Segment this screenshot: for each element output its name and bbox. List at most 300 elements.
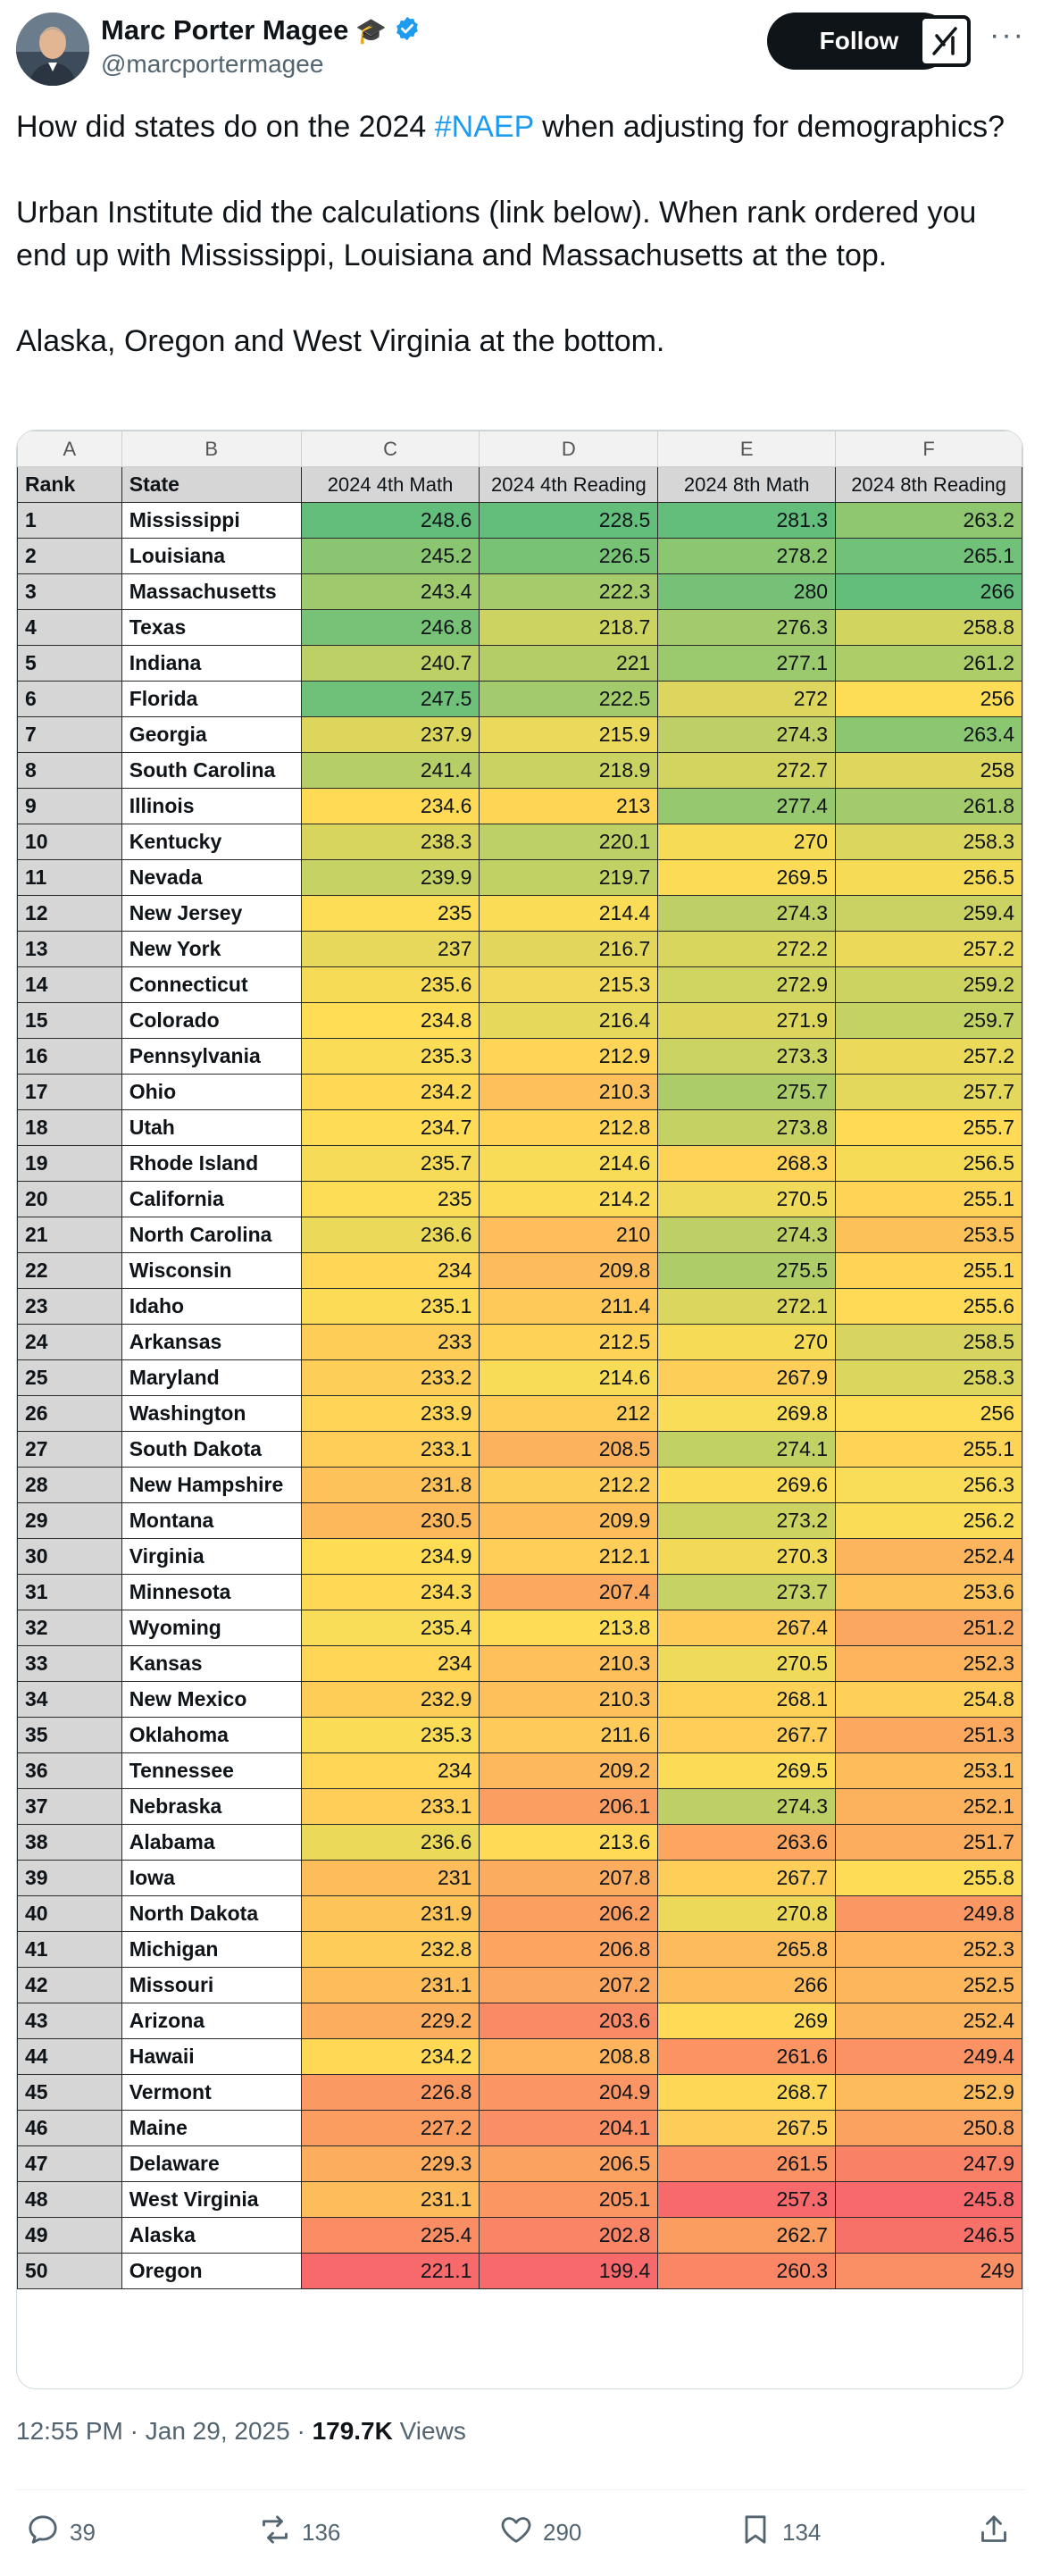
- score-cell: 206.1: [480, 1789, 658, 1825]
- hashtag-link[interactable]: #NAEP: [434, 110, 534, 144]
- state-cell: Maine: [121, 2111, 301, 2146]
- rank-cell: 49: [18, 2218, 122, 2254]
- repost-button[interactable]: [257, 2505, 340, 2559]
- rank-cell: 6: [18, 682, 122, 717]
- score-cell: 256: [836, 1396, 1022, 1432]
- score-cell: 199.4: [480, 2254, 658, 2289]
- column-header: Rank: [18, 467, 122, 503]
- score-cell: 234.9: [301, 1539, 480, 1575]
- state-cell: Nebraska: [121, 1789, 301, 1825]
- state-cell: North Carolina: [121, 1217, 301, 1253]
- rank-cell: 48: [18, 2182, 122, 2218]
- score-cell: 265.1: [836, 539, 1022, 574]
- table-row: [18, 1646, 1022, 1682]
- score-cell: 245.2: [301, 539, 480, 574]
- score-cell: 280: [658, 574, 836, 610]
- tweet-text: [16, 105, 1025, 363]
- score-cell: 233: [301, 1325, 480, 1360]
- score-cell: 267.7: [658, 1718, 836, 1753]
- column-header: 2024 8th Math: [658, 467, 836, 503]
- score-cell: 267.7: [658, 1861, 836, 1896]
- score-cell: 221: [480, 646, 658, 682]
- state-cell: Michigan: [121, 1932, 301, 1968]
- score-cell: 252.3: [836, 1932, 1022, 1968]
- table-row: [18, 1610, 1022, 1646]
- table-row: [18, 932, 1022, 967]
- score-cell: 207.8: [480, 1861, 658, 1896]
- rank-cell: 40: [18, 1896, 122, 1932]
- score-cell: 222.5: [480, 682, 658, 717]
- score-cell: 268.3: [658, 1146, 836, 1182]
- rank-cell: 24: [18, 1325, 122, 1360]
- state-cell: Mississippi: [121, 503, 301, 539]
- score-cell: 229.2: [301, 2003, 480, 2039]
- score-cell: 261.2: [836, 646, 1022, 682]
- score-cell: 245.8: [836, 2182, 1022, 2218]
- state-cell: North Dakota: [121, 1896, 301, 1932]
- column-letter: A: [18, 431, 122, 467]
- state-cell: Missouri: [121, 1968, 301, 2003]
- score-cell: 213.8: [480, 1610, 658, 1646]
- table-row: [18, 1789, 1022, 1825]
- state-cell: South Carolina: [121, 753, 301, 789]
- score-cell: 281.3: [658, 503, 836, 539]
- table-row: [18, 1432, 1022, 1468]
- score-cell: 214.4: [480, 896, 658, 932]
- repost-count: 136: [302, 2518, 341, 2546]
- table-row: [18, 1682, 1022, 1718]
- naep-rank-table: [17, 431, 1022, 2289]
- score-cell: 256.5: [836, 1146, 1022, 1182]
- state-cell: Louisiana: [121, 539, 301, 574]
- score-cell: 213: [480, 789, 658, 824]
- state-cell: Vermont: [121, 2075, 301, 2111]
- score-cell: 233.9: [301, 1396, 480, 1432]
- table-row: [18, 2146, 1022, 2182]
- state-cell: Texas: [121, 610, 301, 646]
- score-cell: 209.8: [480, 1253, 658, 1289]
- rank-cell: 50: [18, 2254, 122, 2289]
- divider: [16, 2489, 1025, 2490]
- table-row: [18, 1575, 1022, 1610]
- score-cell: 253.6: [836, 1575, 1022, 1610]
- rank-cell: 37: [18, 1789, 122, 1825]
- state-cell: Utah: [121, 1110, 301, 1146]
- table-row: [18, 1289, 1022, 1325]
- rank-cell: 33: [18, 1646, 122, 1682]
- views-label: Views: [392, 2417, 466, 2445]
- action-bar: [16, 2505, 1025, 2559]
- column-letter: D: [480, 431, 658, 467]
- score-cell: 226.5: [480, 539, 658, 574]
- state-cell: New Mexico: [121, 1682, 301, 1718]
- score-cell: 258.8: [836, 610, 1022, 646]
- table-row: [18, 1539, 1022, 1575]
- score-cell: 267.5: [658, 2111, 836, 2146]
- reply-count: 39: [70, 2518, 96, 2546]
- rank-cell: 13: [18, 932, 122, 967]
- table-row: [18, 1075, 1022, 1110]
- table-row: [18, 860, 1022, 896]
- score-cell: 269.6: [658, 1468, 836, 1503]
- views-count: 179.7K: [312, 2417, 393, 2445]
- score-cell: 210.3: [480, 1682, 658, 1718]
- table-row: [18, 1861, 1022, 1896]
- state-cell: New Hampshire: [121, 1468, 301, 1503]
- state-cell: Kentucky: [121, 824, 301, 860]
- state-cell: Wyoming: [121, 1610, 301, 1646]
- column-header: 2024 4th Math: [301, 467, 480, 503]
- author-handle[interactable]: @marcportermagee: [101, 50, 324, 78]
- score-cell: 263.2: [836, 503, 1022, 539]
- state-cell: Washington: [121, 1396, 301, 1432]
- verified-badge-icon: [394, 15, 421, 46]
- score-cell: 225.4: [301, 2218, 480, 2254]
- score-cell: 204.1: [480, 2111, 658, 2146]
- score-cell: 274.3: [658, 1789, 836, 1825]
- state-cell: Colorado: [121, 1003, 301, 1039]
- score-cell: 235.1: [301, 1289, 480, 1325]
- rank-cell: 4: [18, 610, 122, 646]
- table-row: [18, 1217, 1022, 1253]
- tweet-time[interactable]: 12:55 PM: [16, 2417, 123, 2445]
- rank-cell: 38: [18, 1825, 122, 1861]
- score-cell: 212.9: [480, 1039, 658, 1075]
- rank-cell: 1: [18, 503, 122, 539]
- column-letters-row: [18, 431, 1022, 467]
- reply-button[interactable]: [25, 2505, 96, 2559]
- score-cell: 274.3: [658, 896, 836, 932]
- score-cell: 212.1: [480, 1539, 658, 1575]
- score-cell: 231: [301, 1861, 480, 1896]
- score-cell: 234.2: [301, 1075, 480, 1110]
- score-cell: 273.7: [658, 1575, 836, 1610]
- score-cell: 271.9: [658, 1003, 836, 1039]
- score-cell: 274.3: [658, 717, 836, 753]
- score-cell: 274.1: [658, 1432, 836, 1468]
- table-row: [18, 789, 1022, 824]
- score-cell: 235.7: [301, 1146, 480, 1182]
- bookmark-count: 134: [782, 2518, 822, 2546]
- state-cell: Alabama: [121, 1825, 301, 1861]
- rank-cell: 16: [18, 1039, 122, 1075]
- score-cell: 258.3: [836, 1360, 1022, 1396]
- score-cell: 235: [301, 1182, 480, 1217]
- score-cell: 213.6: [480, 1825, 658, 1861]
- score-cell: 251.7: [836, 1825, 1022, 1861]
- state-cell: Idaho: [121, 1289, 301, 1325]
- rank-cell: 2: [18, 539, 122, 574]
- score-cell: 269: [658, 2003, 836, 2039]
- score-cell: 270.5: [658, 1182, 836, 1217]
- bookmark-button[interactable]: [738, 2505, 821, 2559]
- score-cell: 234.3: [301, 1575, 480, 1610]
- score-cell: 205.1: [480, 2182, 658, 2218]
- table-row: [18, 1932, 1022, 1968]
- score-cell: 233.2: [301, 1360, 480, 1396]
- score-cell: 260.3: [658, 2254, 836, 2289]
- table-row: [18, 503, 1022, 539]
- score-cell: 247.5: [301, 682, 480, 717]
- score-cell: 249: [836, 2254, 1022, 2289]
- score-cell: 232.8: [301, 1932, 480, 1968]
- score-cell: 214.6: [480, 1146, 658, 1182]
- score-cell: 234.6: [301, 789, 480, 824]
- spreadsheet-image[interactable]: [16, 430, 1023, 2389]
- state-cell: Arizona: [121, 2003, 301, 2039]
- state-cell: Pennsylvania: [121, 1039, 301, 1075]
- score-cell: 208.5: [480, 1432, 658, 1468]
- rank-cell: 14: [18, 967, 122, 1003]
- score-cell: 259.4: [836, 896, 1022, 932]
- table-row: [18, 824, 1022, 860]
- table-row: [18, 1146, 1022, 1182]
- state-cell: New Jersey: [121, 896, 301, 932]
- score-cell: 270: [658, 824, 836, 860]
- score-cell: 277.1: [658, 646, 836, 682]
- table-row: [18, 1968, 1022, 2003]
- score-cell: 209.2: [480, 1753, 658, 1789]
- score-cell: 240.7: [301, 646, 480, 682]
- score-cell: 270: [658, 1325, 836, 1360]
- rank-cell: 35: [18, 1718, 122, 1753]
- score-cell: 234: [301, 1646, 480, 1682]
- rank-cell: 43: [18, 2003, 122, 2039]
- score-cell: 232.9: [301, 1682, 480, 1718]
- score-cell: 210: [480, 1217, 658, 1253]
- table-row: [18, 646, 1022, 682]
- table-row: [18, 682, 1022, 717]
- score-cell: 216.4: [480, 1003, 658, 1039]
- rank-cell: 10: [18, 824, 122, 860]
- score-cell: 212.5: [480, 1325, 658, 1360]
- score-cell: 206.2: [480, 1896, 658, 1932]
- state-cell: Montana: [121, 1503, 301, 1539]
- state-cell: Massachusetts: [121, 574, 301, 610]
- score-cell: 257.7: [836, 1075, 1022, 1110]
- rank-cell: 31: [18, 1575, 122, 1610]
- heart-icon: [498, 2512, 534, 2554]
- score-cell: 211.4: [480, 1289, 658, 1325]
- state-cell: Georgia: [121, 717, 301, 753]
- score-cell: 246.5: [836, 2218, 1022, 2254]
- score-cell: 209.9: [480, 1503, 658, 1539]
- score-cell: 233.1: [301, 1432, 480, 1468]
- score-cell: 253.1: [836, 1753, 1022, 1789]
- score-cell: 255.1: [836, 1253, 1022, 1289]
- avatar[interactable]: [16, 13, 89, 86]
- rank-cell: 47: [18, 2146, 122, 2182]
- table-row: [18, 539, 1022, 574]
- score-cell: 204.9: [480, 2075, 658, 2111]
- score-cell: 238.3: [301, 824, 480, 860]
- state-cell: Hawaii: [121, 2039, 301, 2075]
- rank-cell: 23: [18, 1289, 122, 1325]
- rank-cell: 8: [18, 753, 122, 789]
- state-cell: Alaska: [121, 2218, 301, 2254]
- score-cell: 235.3: [301, 1718, 480, 1753]
- score-cell: 258.5: [836, 1325, 1022, 1360]
- score-cell: 228.5: [480, 503, 658, 539]
- score-cell: 258: [836, 753, 1022, 789]
- score-cell: 250.8: [836, 2111, 1022, 2146]
- score-cell: 255.1: [836, 1432, 1022, 1468]
- score-cell: 252.5: [836, 1968, 1022, 2003]
- rank-cell: 7: [18, 717, 122, 753]
- state-cell: Florida: [121, 682, 301, 717]
- score-cell: 235.4: [301, 1610, 480, 1646]
- score-cell: 233.1: [301, 1789, 480, 1825]
- state-cell: Wisconsin: [121, 1253, 301, 1289]
- score-cell: 236.6: [301, 1825, 480, 1861]
- rank-cell: 18: [18, 1110, 122, 1146]
- score-cell: 237.9: [301, 717, 480, 753]
- table-row: [18, 1039, 1022, 1075]
- repost-icon: [257, 2512, 293, 2554]
- score-cell: 212.8: [480, 1110, 658, 1146]
- score-cell: 255.6: [836, 1289, 1022, 1325]
- score-cell: 248.6: [301, 503, 480, 539]
- state-cell: Rhode Island: [121, 1146, 301, 1182]
- score-cell: 252.1: [836, 1789, 1022, 1825]
- score-cell: 270.3: [658, 1539, 836, 1575]
- like-button[interactable]: [498, 2505, 581, 2559]
- score-cell: 234.8: [301, 1003, 480, 1039]
- score-cell: 256.2: [836, 1503, 1022, 1539]
- column-header: 2024 4th Reading: [480, 467, 658, 503]
- rank-cell: 19: [18, 1146, 122, 1182]
- rank-cell: 26: [18, 1396, 122, 1432]
- score-cell: 218.9: [480, 753, 658, 789]
- table-row: [18, 1896, 1022, 1932]
- score-cell: 218.7: [480, 610, 658, 646]
- graduation-cap-emoji: 🎓: [355, 16, 388, 45]
- rank-cell: 15: [18, 1003, 122, 1039]
- share-button[interactable]: [976, 2505, 1012, 2559]
- score-cell: 220.1: [480, 824, 658, 860]
- rank-cell: 36: [18, 1753, 122, 1789]
- score-cell: 256.3: [836, 1468, 1022, 1503]
- table-row: [18, 2182, 1022, 2218]
- score-cell: 252.9: [836, 2075, 1022, 2111]
- state-cell: Iowa: [121, 1861, 301, 1896]
- rank-cell: 39: [18, 1861, 122, 1896]
- rank-cell: 22: [18, 1253, 122, 1289]
- score-cell: 247.9: [836, 2146, 1022, 2182]
- column-header: 2024 8th Reading: [836, 467, 1022, 503]
- state-cell: Virginia: [121, 1539, 301, 1575]
- column-letter: C: [301, 431, 480, 467]
- score-cell: 270.5: [658, 1646, 836, 1682]
- score-cell: 229.3: [301, 2146, 480, 2182]
- rank-cell: 25: [18, 1360, 122, 1396]
- score-cell: 273.2: [658, 1503, 836, 1539]
- column-letter: F: [836, 431, 1022, 467]
- score-cell: 261.8: [836, 789, 1022, 824]
- author-name[interactable]: Marc Porter Magee: [101, 14, 349, 46]
- table-row: [18, 2254, 1022, 2289]
- score-cell: 206.8: [480, 1932, 658, 1968]
- like-count: 290: [543, 2518, 582, 2546]
- score-cell: 268.7: [658, 2075, 836, 2111]
- score-cell: 207.2: [480, 1968, 658, 2003]
- score-cell: 246.8: [301, 610, 480, 646]
- table-row: [18, 1468, 1022, 1503]
- score-cell: 230.5: [301, 1503, 480, 1539]
- score-cell: 272.7: [658, 753, 836, 789]
- table-row: [18, 2111, 1022, 2146]
- score-cell: 268.1: [658, 1682, 836, 1718]
- rank-cell: 12: [18, 896, 122, 932]
- score-cell: 270.8: [658, 1896, 836, 1932]
- rank-cell: 21: [18, 1217, 122, 1253]
- score-cell: 255.1: [836, 1182, 1022, 1217]
- table-row: [18, 2039, 1022, 2075]
- score-cell: 214.6: [480, 1360, 658, 1396]
- score-cell: 258.3: [836, 824, 1022, 860]
- state-cell: Oklahoma: [121, 1718, 301, 1753]
- score-cell: 252.4: [836, 1539, 1022, 1575]
- score-cell: 215.3: [480, 967, 658, 1003]
- score-cell: 256.5: [836, 860, 1022, 896]
- table-row: [18, 1182, 1022, 1217]
- column-letter: B: [121, 431, 301, 467]
- tweet-text-part-2: when adjusting for demographics? Urban Institute did the calculations (link below). When rank ordered you end up with Mississippi, Louisiana and Massachusetts at the top. Alaska, Oregon and West Virginia at the bottom.: [16, 110, 1005, 358]
- score-cell: 234.2: [301, 2039, 480, 2075]
- score-cell: 252.3: [836, 1646, 1022, 1682]
- rank-cell: 27: [18, 1432, 122, 1468]
- table-row: [18, 753, 1022, 789]
- score-cell: 219.7: [480, 860, 658, 896]
- rank-cell: 28: [18, 1468, 122, 1503]
- score-cell: 254.8: [836, 1682, 1022, 1718]
- grok-icon[interactable]: [919, 15, 971, 67]
- tweet-text-part-1: How did states do on the 2024: [16, 110, 435, 144]
- table-row: [18, 1825, 1022, 1861]
- table-row: [18, 967, 1022, 1003]
- score-cell: 269.5: [658, 1753, 836, 1789]
- meta-separator: ·: [289, 2417, 313, 2445]
- score-cell: 277.4: [658, 789, 836, 824]
- score-cell: 275.5: [658, 1253, 836, 1289]
- score-cell: 276.3: [658, 610, 836, 646]
- rank-cell: 11: [18, 860, 122, 896]
- score-cell: 210.3: [480, 1075, 658, 1110]
- follow-button[interactable]: Follow: [767, 13, 951, 70]
- state-cell: California: [121, 1182, 301, 1217]
- score-cell: 273.8: [658, 1110, 836, 1146]
- rank-cell: 45: [18, 2075, 122, 2111]
- score-cell: 249.4: [836, 2039, 1022, 2075]
- rank-cell: 30: [18, 1539, 122, 1575]
- tweet-date[interactable]: Jan 29, 2025: [145, 2417, 290, 2445]
- table-row: [18, 896, 1022, 932]
- table-row: [18, 1253, 1022, 1289]
- score-cell: 273.3: [658, 1039, 836, 1075]
- score-cell: 234: [301, 1253, 480, 1289]
- table-row: [18, 1753, 1022, 1789]
- more-options-icon[interactable]: ···: [989, 18, 1025, 52]
- table-row: [18, 610, 1022, 646]
- score-cell: 212: [480, 1396, 658, 1432]
- score-cell: 274.3: [658, 1217, 836, 1253]
- meta-separator: ·: [122, 2417, 146, 2445]
- score-cell: 257.2: [836, 932, 1022, 967]
- score-cell: 231.9: [301, 1896, 480, 1932]
- table-row: [18, 2003, 1022, 2039]
- table-row: [18, 1360, 1022, 1396]
- score-cell: 255.8: [836, 1861, 1022, 1896]
